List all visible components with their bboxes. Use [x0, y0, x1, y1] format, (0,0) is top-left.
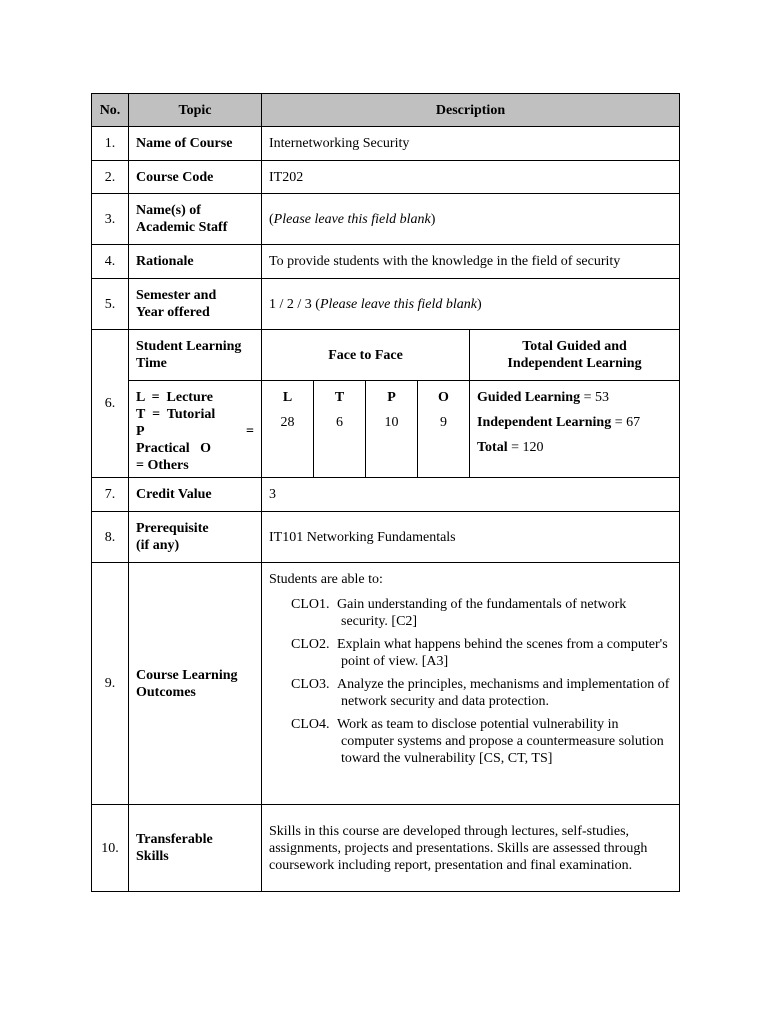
table-row: [92, 381, 680, 478]
hours-value: 28: [280, 415, 295, 430]
row-number: 5.: [92, 279, 129, 330]
row-number: 1.: [92, 127, 129, 161]
clo-code: CLO3.: [291, 677, 330, 692]
hours-head: T: [334, 390, 345, 405]
total-value: = 120: [507, 440, 544, 455]
table-row: [92, 330, 680, 381]
face-to-face-header: Face to Face: [262, 330, 470, 381]
table-row: [92, 478, 680, 512]
total-learning: [477, 439, 672, 456]
topic-line: Semester and: [136, 288, 217, 303]
header-line: Total Guided and: [522, 339, 627, 354]
topic-line: (if any): [136, 538, 180, 553]
legend-others: = Others: [136, 458, 189, 473]
legend-practical-line: [136, 423, 254, 440]
row-number: 9.: [92, 563, 129, 805]
topic-credit-value: Credit Value: [129, 478, 262, 512]
header-row: [92, 94, 680, 127]
clo-code: CLO4.: [291, 717, 330, 732]
hours-others: [418, 381, 470, 478]
header-description: Description: [262, 94, 680, 127]
hours-lecture: [262, 381, 314, 478]
legend-practical-word: Practical: [136, 441, 190, 456]
table-row: [92, 279, 680, 330]
clo-item: [291, 636, 672, 670]
paren-close: ): [477, 296, 482, 312]
clo-code: CLO2.: [291, 637, 330, 652]
topic-rationale: Rationale: [129, 245, 262, 279]
table-row: [92, 805, 680, 892]
learning-totals: [470, 381, 680, 478]
topic-academic-staff: [129, 194, 262, 245]
hours-tutorial: [314, 381, 366, 478]
topic-line: Time: [136, 356, 167, 371]
hours-value: 9: [440, 415, 447, 430]
hours-head: P: [387, 390, 396, 405]
header-topic: Topic: [129, 94, 262, 127]
legend-tutorial: T = Tutorial: [136, 407, 216, 422]
topic-line: Outcomes: [136, 684, 196, 700]
credit-value: 3: [262, 478, 680, 512]
course-code-value: IT202: [262, 161, 680, 194]
table-row: [92, 563, 680, 805]
table-row: [92, 194, 680, 245]
topic-line: Academic Staff: [136, 220, 228, 235]
topic-line: Student Learning: [136, 339, 242, 354]
legend-o: O: [200, 441, 212, 456]
topic-line: Transferable: [136, 832, 213, 847]
topic-prerequisite: [129, 512, 262, 563]
clo-text: Analyze the principles, mechanisms and implementation of network security and data protection.: [337, 677, 670, 709]
row-number: 6.: [92, 330, 129, 478]
clo-item: [291, 716, 672, 767]
independent-learning: [477, 414, 672, 431]
clo-text: Gain understanding of the fundamentals of network security. [C2]: [337, 597, 627, 629]
topic-line: Name(s) of: [136, 203, 201, 218]
topic-line: Skills: [136, 849, 169, 864]
guided-learning: [477, 389, 672, 406]
table-row: [92, 245, 680, 279]
topic-name-of-course: Name of Course: [129, 127, 262, 161]
row-number: 8.: [92, 512, 129, 563]
table-row: [92, 512, 680, 563]
topic-course-code: Course Code: [129, 161, 262, 194]
legend-p: P: [136, 424, 145, 439]
blank-note: Please leave this field blank: [319, 296, 478, 312]
clo-text: Explain what happens behind the scenes from a computer's point of view. [A3]: [337, 637, 668, 669]
topic-line: Prerequisite: [136, 521, 209, 536]
row-number: 2.: [92, 161, 129, 194]
total-learning-header: [470, 330, 680, 381]
table-row: [92, 161, 680, 194]
topic-transferable-skills: [129, 805, 262, 892]
header-line: Independent Learning: [507, 356, 642, 371]
clo-item: [291, 596, 672, 630]
legend-equals: =: [246, 424, 254, 439]
legend-lecture: L = Lecture: [136, 390, 213, 405]
learning-outcomes-value: [262, 563, 680, 805]
learning-legend: [129, 381, 262, 478]
clo-text: Work as team to disclose potential vulnerability in computer systems and propose a countermeasure solution toward the vulnerability [CS, CT, TS]: [337, 717, 664, 766]
course-name-value: Internetworking Security: [262, 127, 680, 161]
row-number: 4.: [92, 245, 129, 279]
outcomes-intro: Students are able to:: [269, 572, 383, 587]
hours-value: 6: [336, 415, 343, 430]
paren-close: ): [430, 211, 436, 227]
table-row: [92, 127, 680, 161]
row-number: 3.: [92, 194, 129, 245]
course-info-table: [91, 93, 680, 892]
guided-value: = 53: [580, 390, 609, 405]
topic-line: Course Learning: [136, 667, 238, 683]
paren-open: (: [269, 211, 274, 227]
transferable-skills-value: Skills in this course are developed through lectures, self-studies, assignments, projects and presentations. Skills are assessed through coursework including report, presentation and final examination.: [262, 805, 680, 892]
topic-line: Year offered: [136, 305, 210, 320]
hours-head: O: [438, 390, 449, 405]
hours-value: 10: [384, 415, 399, 430]
clo-code: CLO1.: [291, 597, 330, 612]
clo-item: [291, 676, 672, 710]
row-number: 7.: [92, 478, 129, 512]
academic-staff-value: [262, 194, 680, 245]
hours-head: L: [282, 390, 293, 405]
semester-options: 1 / 2 / 3 (: [269, 296, 320, 312]
prerequisite-value: IT101 Networking Fundamentals: [262, 512, 680, 563]
header-no: No.: [92, 94, 129, 127]
rationale-value: To provide students with the knowledge in the field of security: [262, 245, 680, 279]
topic-semester: [129, 279, 262, 330]
blank-note: Please leave this field blank: [273, 211, 431, 227]
hours-practical: [366, 381, 418, 478]
semester-value: [262, 279, 680, 330]
guided-label: Guided Learning: [477, 390, 581, 405]
independent-label: Independent Learning: [477, 415, 612, 430]
topic-learning-outcomes: [129, 563, 262, 805]
total-label: Total: [477, 440, 508, 455]
row-number: 10.: [92, 805, 129, 892]
independent-value: = 67: [611, 415, 641, 430]
topic-student-learning-time: [129, 330, 262, 381]
